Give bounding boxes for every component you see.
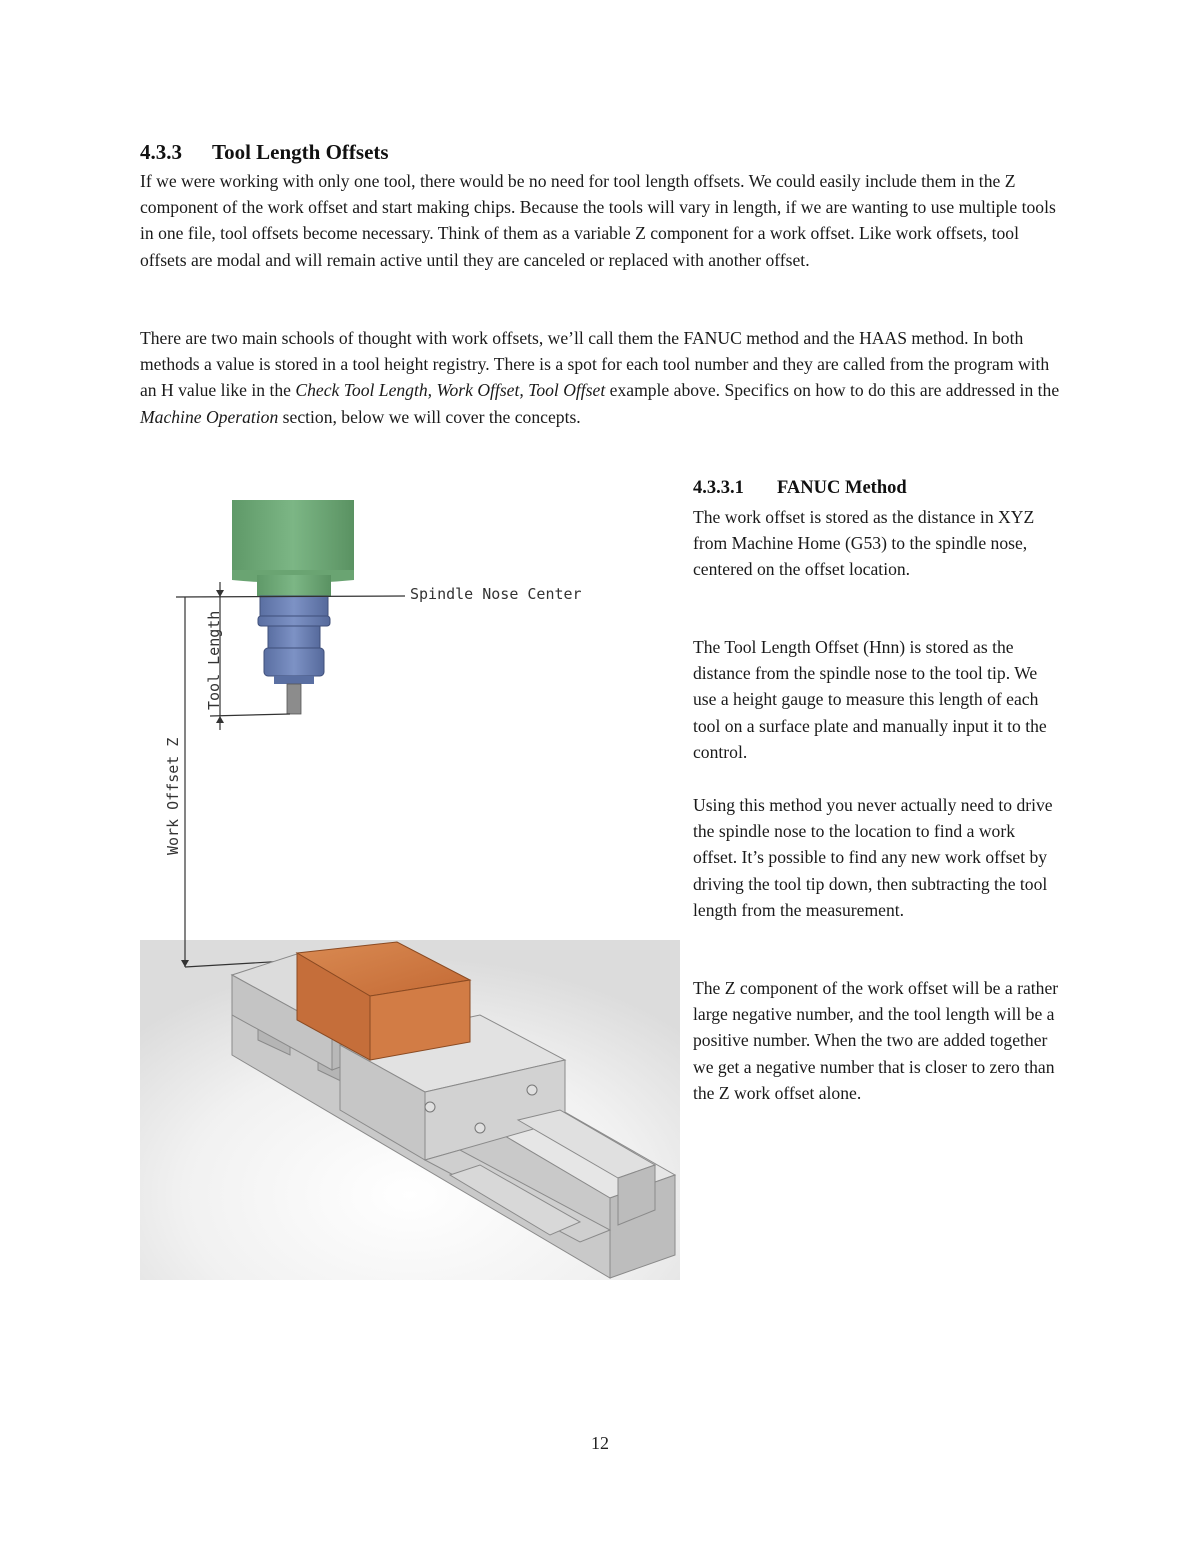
paragraph-text-c: section, below we will cover the concepts. — [278, 406, 581, 427]
subsection-heading — [693, 478, 907, 499]
paragraph-text-b: example above. Specifics on how to do this are addressed in the — [605, 380, 1060, 401]
paragraph-schools-of-thought — [140, 325, 1060, 430]
paragraph-text-a: There are two main schools of thought with work offsets, we’ll call them the FANUC method and the HAAS method. In both methods a value is stored in a tool height registry. There is a spot for each tool number and they are called from the program with an H value like in the — [140, 328, 1050, 401]
spindle — [232, 500, 354, 597]
fanuc-paragraph-3: Using this method you never actually need to drive the spindle nose to the location to find a work offset. It’s possible to find any new work offset by driving the tool tip down, then subtracting the tool length from the measurement. — [693, 795, 1053, 920]
section-heading — [140, 140, 389, 165]
spindle-nose-label: Spindle Nose Center — [410, 585, 582, 603]
tool — [287, 684, 301, 714]
tool-length-figure — [140, 470, 680, 1280]
work-offset-label: Work Offset Z — [164, 737, 182, 855]
reference-check-tool-length: Check Tool Length, Work Offset, Tool Offset — [295, 380, 606, 401]
tool-holder — [258, 596, 330, 684]
tool-length-label: Tool Length — [205, 610, 223, 710]
fanuc-paragraph-2: The Tool Length Offset (Hnn) is stored as the distance from the spindle nose to the tool tip. We use a height gauge to measure this length of each tool on a surface plate and manually input it to the control. — [693, 637, 1047, 762]
paragraph-tool-length-intro: If we were working with only one tool, there would be no need for tool length offsets. We could easily include them in the Z component of the work offset and start making chips. Because the tools will vary in length, if we are wanting to use multiple tools in one file, tool offsets become necessary. Think of them as a variable Z component for a work offset. Like work offsets, tool offsets are modal and will remain active until they are canceled or replaced with another offset. — [140, 171, 1056, 270]
fanuc-paragraph-4: The Z component of the work offset will be a rather large negative number, and the tool length will be a positive number. When the two are added together we get a negative number that is closer to zero than the Z work offset alone. — [693, 978, 1059, 1103]
section-number: 4.3.3 — [140, 140, 182, 164]
subsection-title: FANUC Method — [777, 478, 907, 498]
subsection-number: 4.3.3.1 — [693, 478, 744, 498]
reference-machine-operation: Machine Operation — [140, 406, 279, 427]
spindle-nose-leader — [176, 596, 405, 597]
fanuc-paragraph-1: The work offset is stored as the distance in XYZ from Machine Home (G53) to the spindle nose, centered on the offset location. — [693, 507, 1035, 580]
section-title: Tool Length Offsets — [212, 140, 389, 164]
page-number: 12 — [591, 1433, 609, 1453]
